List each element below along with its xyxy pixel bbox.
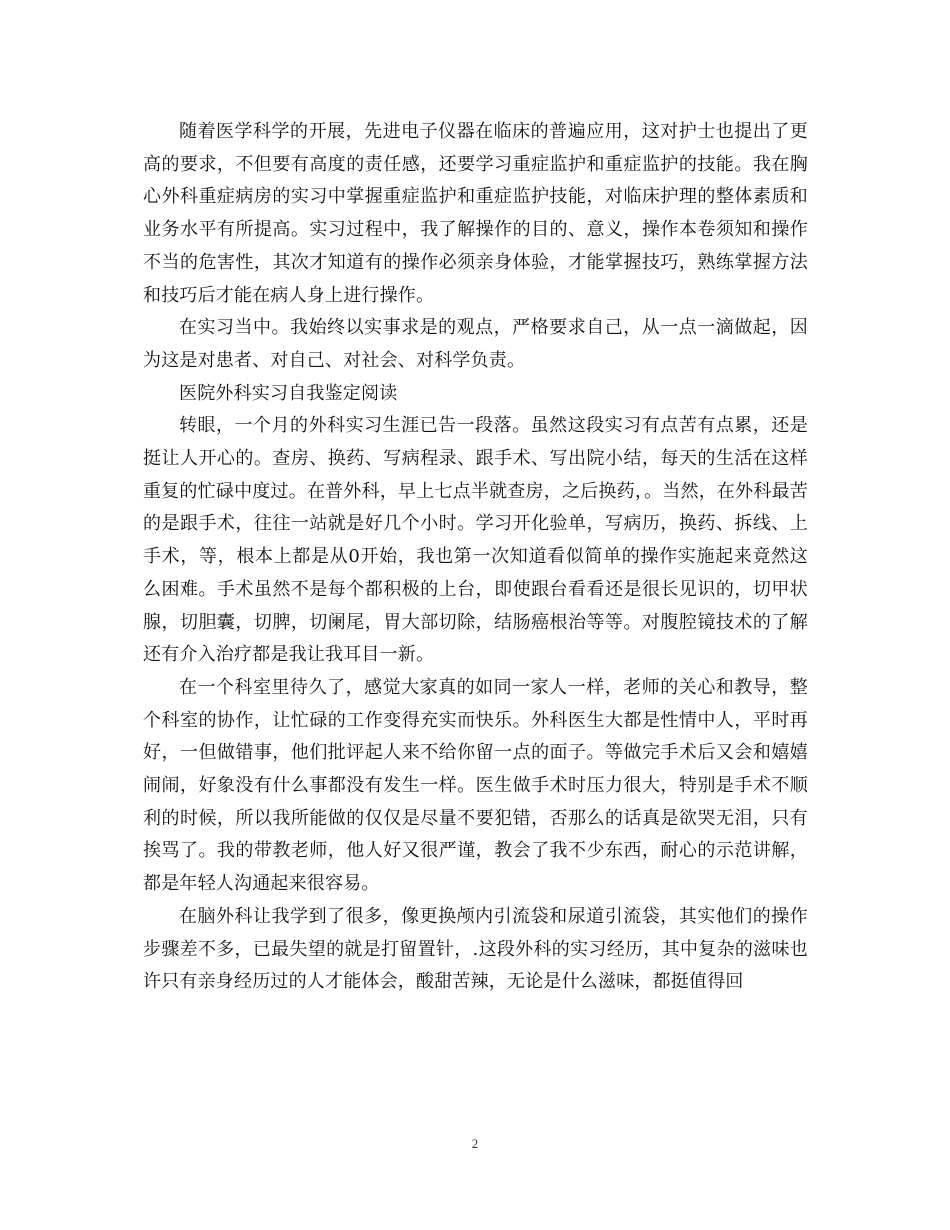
section-heading: 医院外科实习自我鉴定阅读	[179, 382, 398, 404]
paragraph-neurosurgery: 在脑外科让我学到了很多，像更换颅内引流袋和尿道引流袋，其实他们的操作步骤差不多，已最失望的就是打留置针，.这段外科的实习经历，其中复杂的滋味也许只有亲身经历过的人才能体会，酸甜苦辣，无论是什么滋味，都挺值得回	[143, 905, 808, 993]
paragraph-surgery-internship: 转眼，一个月的外科实习生涯已告一段落。虽然这段实习有点苦有点累，还是挺让人开心的。查房、换药、写病程录、跟手术、写出院小结，每天的生活在这样重复的忙碌中度过。在普外科，早上七点半就查房，之后换药，。当然，在外科最苦的是跟手术，往往一站就是好几个小时。学习开化验单，写病历，换药、拆线、上手术，等，根本上都是从0开始，我也第一次知道看似简单的操作实施起来竟然这么困难。手术虽然不是每个都积极的上台，即使跟台看看还是很长见识的，切甲状腺，切胆囊，切脾，切阑尾，胃大部切除，结肠癌根治等等。对腹腔镜技术的了解还有介入治疗都是我让我耳目一新。	[143, 415, 808, 666]
page-number: 2	[471, 1136, 479, 1151]
paragraph-attitude: 在实习当中。我始终以实事求是的观点，严格要求自己，从一点一滴做起，因为这是对患者、对自己、对社会、对科学负责。	[143, 317, 808, 371]
document-body	[143, 116, 808, 999]
paragraph-department-life: 在一个科室里待久了，感觉大家真的如同一家人一样，老师的关心和教导，整个科室的协作，让忙碌的工作变得充实而快乐。外科医生大都是性情中人，平时再好，一但做错事，他们批评起人来不给你留一点的面子。等做完手术后又会和嬉嬉闹闹，好象没有什么事都没有发生一样。医生做手术时压力很大，特别是手术不顺利的时候，所以我所能做的仅仅是尽量不要犯错，否那么的话真是欲哭无泪，只有挨骂了。我的带教老师，他人好又很严谨，教会了我不少东西，耐心的示范讲解，都是年轻人沟通起来很容易。	[143, 676, 808, 895]
paragraph-nursing-skills: 随着医学科学的开展，先进电子仪器在临床的普遍应用，这对护士也提出了更高的要求，不但要有高度的责任感，还要学习重症监护和重症监护的技能。我在胸心外科重症病房的实习中掌握重症监护和重症监护技能，对临床护理的整体素质和业务水平有所提高。实习过程中，我了解操作的目的、意义，操作本卷须知和操作不当的危害性，其次才知道有的操作必须亲身体验，才能掌握技巧，熟练掌握方法和技巧后才能在病人身上进行操作。	[143, 121, 808, 306]
